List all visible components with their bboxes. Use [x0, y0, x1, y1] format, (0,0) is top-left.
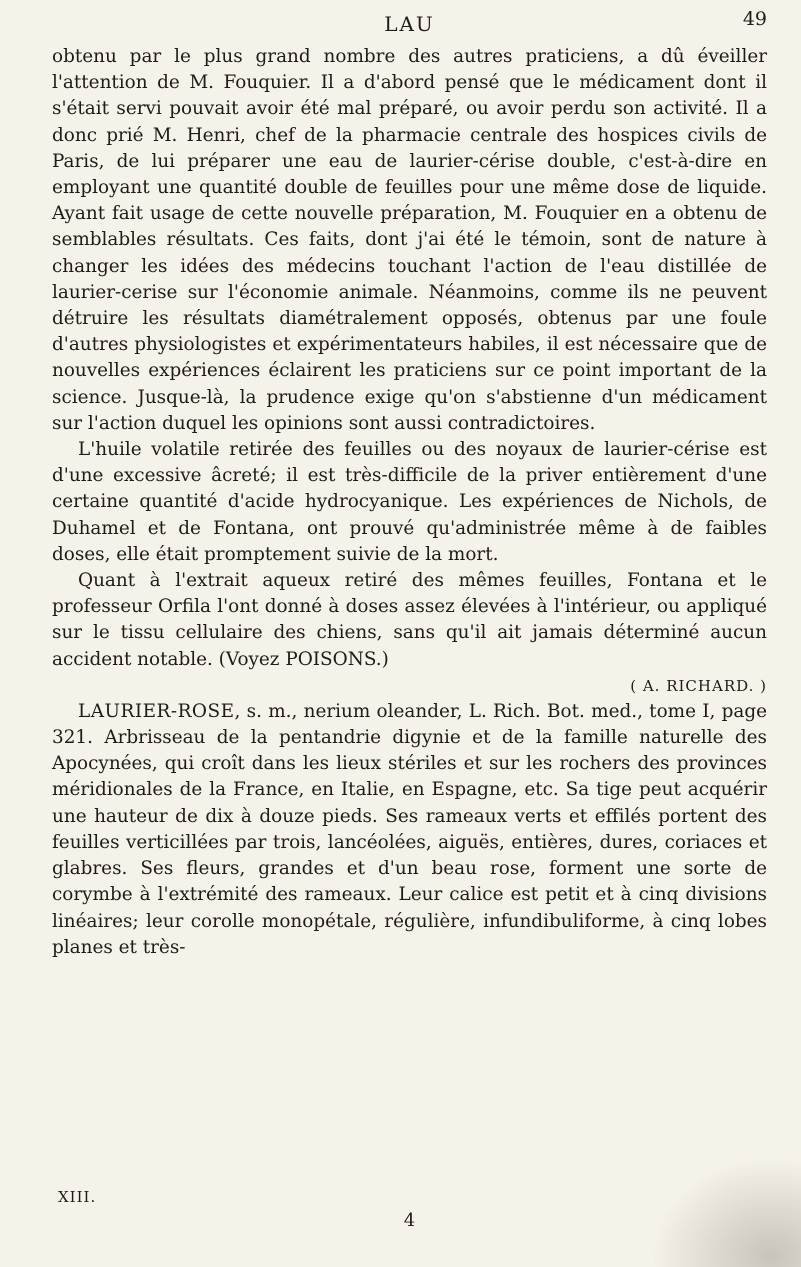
entry-text: , s. m., nerium oleander, L. Rich. Bot. med., tome I, page 321. Arbrisseau de la pentandrie digynie et de la famille naturelle des Apocynées, qui croît dans les lieux stériles et sur les rochers des provinces méridionales de la France, en Italie, en Espagne, etc. Sa tige peut acquérir une hauteur de dix à douze pieds. Ses rameaux verts et effilés portent des feuilles verticillées par trois, lancéolées, aiguës, entières, dures, coriaces et glabres. Ses fleurs, grandes et d'un beau rose, forment une sorte de corymbe à l'extrémité des rameaux. Leur calice est petit et à cinq divisions linéaires; leur corolle monopétale, régulière, infundibuliforme, à cinq lobes planes et très-: [52, 700, 767, 958]
paragraph-2: L'huile volatile retirée des feuilles ou des noyaux de laurier-cérise est d'une excessive âcreté; il est très-difficile de la priver entièrement d'une certaine quantité d'acide hydrocyanique. Les expériences de Nichols, de Duhamel et de Fontana, ont prouvé qu'administrée même à de faibles doses, elle était promptement suivie de la mort.: [52, 439, 767, 565]
dictionary-entry: [52, 699, 767, 961]
paragraph-1: obtenu par le plus grand nombre des autres praticiens, a dû éveiller l'attention de M. Fouquier. Il a d'abord pensé que le médicament dont il s'était servi pouvait avoir été mal préparé, ou avoir perdu son activité. Il a donc prié M. Henri, chef de la pharmacie centrale des hospices civils de Paris, de lui préparer une eau de laurier-cérise double, c'est-à-dire en employant une quantité double de feuilles pour une même dose de liquide. Ayant fait usage de cette nouvelle préparation, M. Fouquier en a obtenu de semblables résultats. Ces faits, dont j'ai été le témoin, sont de nature à changer les idées des médecins touchant l'action de l'eau distillée de laurier-cerise sur l'économie animale. Néanmoins, comme ils ne peuvent détruire les résultats diamétralement opposés, obtenus par une foule d'autres physiologistes et expérimentateurs habiles, il est nécessaire que de nouvelles expériences éclairent les praticiens sur ce point important de la science. Jusque-là, la prudence exige qu'on s'abstienne d'un médicament sur l'action duquel les opinions sont aussi contradictoires.: [52, 46, 767, 434]
running-title: LAU: [384, 12, 435, 36]
running-head: [52, 6, 767, 38]
body-text: [52, 44, 767, 961]
paragraph-3: Quant à l'extrait aqueux retiré des mêmes feuilles, Fontana et le professeur Orfila l'ont donné à doses assez élevées à l'intérieur, ou appliqué sur le tissu cellulaire des chiens, sans qu'il ait jamais déterminé aucun accident notable. (Voyez POISONS.): [52, 570, 767, 670]
author-signature: ( A. RICHARD. ): [630, 676, 767, 695]
signature-mark: XIII.: [58, 1188, 97, 1206]
page-number: 49: [742, 8, 767, 30]
sheet-number: 4: [403, 1210, 416, 1231]
paper-stain: [651, 1157, 801, 1267]
entry-headword: LAURIER-ROSE: [78, 700, 235, 722]
